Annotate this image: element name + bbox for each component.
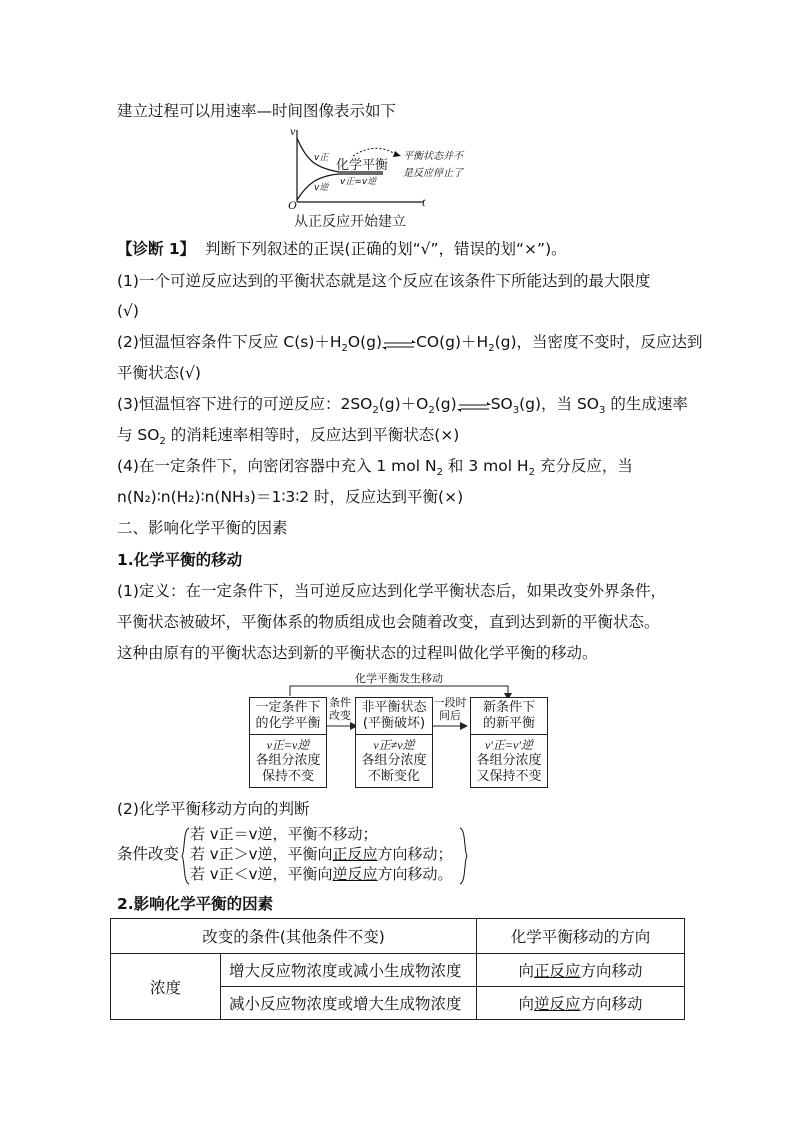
diagnosis-instruction-line bbox=[117, 238, 567, 260]
table-cell-row1-condition: 增大反应物浓度或减小生成物浓度 bbox=[221, 954, 477, 987]
box2-eq: v正≠v逆 bbox=[373, 738, 415, 752]
judge-title: (2)化学平衡移动方向的判断 bbox=[117, 800, 310, 818]
table-head-direction: 化学平衡移动的方向 bbox=[477, 919, 685, 954]
factors-title: 2.影响化学平衡的因素 bbox=[117, 895, 274, 913]
graph-v-forward-label: v正 bbox=[314, 153, 329, 163]
judge-rules bbox=[190, 824, 453, 884]
judge-rule-less bbox=[190, 864, 453, 884]
flow-arrow2-label bbox=[432, 696, 468, 722]
graph-origin-label: O bbox=[288, 198, 297, 212]
table-cell-row2-direction bbox=[477, 987, 685, 1020]
definition-line2: 平衡状态被破坏，平衡体系的物质组成也会随着改变，直到达到新的平衡状态。 bbox=[117, 613, 660, 631]
q3-line2-a: 与 SO bbox=[117, 426, 160, 444]
flow-top-label: 化学平衡发生移动 bbox=[355, 672, 443, 685]
section2-heading: 二、影响化学平衡的因素 bbox=[117, 519, 288, 537]
judge-rule-greater bbox=[190, 844, 453, 864]
flow-arrow2-label-a: 一段时 bbox=[433, 696, 467, 709]
box2-top2: (平衡破坏) bbox=[362, 716, 426, 731]
q4-text-a: (4)在一定条件下，向密闭容器中充入 1 mol N bbox=[117, 457, 437, 475]
table-head-condition: 改变的条件(其他条件不变) bbox=[111, 919, 477, 954]
graph-v-reverse-label: v逆 bbox=[314, 183, 329, 193]
definition-line1: (1)定义：在一定条件下，当可逆反应达到化学平衡状态后，如果改变外界条件， bbox=[117, 582, 666, 600]
q2-text-a: (2)恒温恒容条件下反应 C(s)＋H bbox=[117, 333, 342, 351]
graph-note-line1: 平衡状态并不 bbox=[403, 151, 463, 162]
box1-b2: 保持不变 bbox=[261, 769, 314, 784]
box2-top1: 非平衡状态 bbox=[361, 700, 427, 715]
row1-dir-a: 向 bbox=[518, 962, 534, 980]
q2-equilibrium-arrow bbox=[382, 336, 416, 350]
judge-rule-less-u: 逆反应 bbox=[332, 865, 378, 883]
box3-top1: 新条件下 bbox=[482, 700, 535, 715]
box3-b2: 又保持不变 bbox=[476, 769, 542, 784]
q4-line1: (4)在一定条件下，向密闭容器中充入 1 mol $N_2$ 和 3 mol $H_2$ 充分反应，当 bbox=[117, 457, 633, 479]
q2-text-b: O(g) bbox=[347, 333, 383, 351]
box2-b2: 不断变化 bbox=[367, 769, 420, 784]
q4-text-c: 充分反应，当 bbox=[534, 457, 633, 475]
row1-dir-u: 正反应 bbox=[533, 962, 581, 980]
box3-eq: v′正=v′逆 bbox=[484, 738, 533, 752]
flow-box-nonequilibrium bbox=[355, 697, 433, 788]
row2-dir-a: 向 bbox=[518, 995, 534, 1013]
q2-text-c: CO(g)＋H bbox=[416, 333, 489, 351]
table-row bbox=[111, 919, 685, 954]
judge-right-brace bbox=[458, 826, 468, 886]
graph-equilibrium-label: 化学平衡 bbox=[336, 158, 389, 173]
judge-condition: 条件改变 bbox=[117, 845, 180, 863]
q3-text-c: (g) bbox=[434, 395, 457, 413]
graph-equal-label: v正=v逆 bbox=[340, 177, 377, 187]
q3-text-f: 的生成速率 bbox=[605, 395, 688, 413]
box2-b1: 各组分浓度 bbox=[361, 753, 427, 768]
box1-top1: 一定条件下 bbox=[255, 700, 321, 715]
definition-line3: 这种由原有的平衡状态达到新的平衡状态的过程叫做化学平衡的移动。 bbox=[117, 644, 598, 662]
q3-equilibrium-arrow bbox=[457, 398, 491, 412]
q3-line2-b: 的消耗速率相等时，反应达到平衡状态(×) bbox=[165, 426, 460, 444]
judge-rule-greater-u: 正反应 bbox=[332, 845, 378, 863]
box1-eq: v正=v逆 bbox=[266, 738, 310, 752]
flow-arrow1-label-b: 改变 bbox=[329, 709, 351, 722]
table-cell-row1-direction bbox=[477, 954, 685, 987]
q1-line2: (√) bbox=[117, 302, 139, 320]
q2-line2: 平衡状态(√) bbox=[117, 364, 201, 382]
factors-table bbox=[110, 918, 685, 1020]
q3-text-a: (3)恒温恒容下进行的可逆反应：2SO bbox=[117, 395, 373, 413]
flow-arrow2-label-b: 间后 bbox=[439, 709, 461, 722]
box1-b1: 各组分浓度 bbox=[255, 753, 321, 768]
q3-text-e: (g)，当 SO bbox=[519, 395, 600, 413]
diagnosis-tag: 【诊断 1】 bbox=[117, 240, 196, 258]
flow-arrow1-label bbox=[325, 696, 355, 722]
intro-text: 建立过程可以用速率—时间图像表示如下 bbox=[117, 102, 397, 120]
note-arrowhead bbox=[393, 151, 401, 157]
q2-line1: (2)恒温恒容条件下反应 $C(s)+H_2O(g)$ $CO(g)+H_2(g)$，当密度不变时，反应达到 bbox=[117, 333, 703, 355]
row1-dir-b: 方向移动 bbox=[580, 962, 643, 980]
flow-box-new-equilibrium bbox=[470, 697, 548, 788]
q1-line1: (1)一个可逆反应达到的平衡状态就是这个反应在该条件下所能达到的最大限度 bbox=[117, 272, 651, 290]
q3-text-d: SO bbox=[490, 395, 513, 413]
q4-line2: n(N₂)∶n(H₂)∶n(NH₃)＝1∶3∶2 时，反应达到平衡(×) bbox=[117, 488, 464, 506]
row2-dir-u: 逆反应 bbox=[533, 995, 581, 1013]
table-row bbox=[111, 954, 685, 987]
graph-note-line2: 是反应停止了 bbox=[403, 168, 463, 179]
q3-text-b: (g)＋O bbox=[378, 395, 429, 413]
q4-text-b: 和 3 mol H bbox=[442, 457, 529, 475]
judge-rule-greater-b: 方向移动； bbox=[377, 845, 453, 863]
flow-arrow1-label-a: 条件 bbox=[329, 696, 351, 709]
box3-b1: 各组分浓度 bbox=[476, 753, 542, 768]
diagnosis-instruction: 判断下列叙述的正误(正确的划“√”，错误的划“×”)。 bbox=[205, 240, 567, 258]
graph-caption: 从正反应开始建立 bbox=[294, 214, 406, 230]
table-row-label: 浓度 bbox=[111, 954, 221, 1020]
section2-sub1: 1.化学平衡的移动 bbox=[117, 551, 243, 569]
table-cell-row2-condition: 减小反应物浓度或增大生成物浓度 bbox=[221, 987, 477, 1020]
row2-dir-b: 方向移动 bbox=[580, 995, 643, 1013]
graph-t-label: t bbox=[422, 195, 426, 209]
judge-rule-equal: 若 v正＝v逆，平衡不移动； bbox=[190, 825, 378, 843]
judge-rule-less-a: 若 v正＜v逆，平衡向 bbox=[190, 865, 333, 883]
q3-line1: (3)恒温恒容下进行的可逆反应：$2SO_2(g)+O_2(g)$ $SO_3(g)$，当 $SO_3$ 的生成速率 bbox=[117, 395, 688, 417]
box1-top2: 的化学平衡 bbox=[255, 716, 321, 731]
box3-top2: 的新平衡 bbox=[482, 716, 535, 731]
judge-rule-greater-a: 若 v正＞v逆，平衡向 bbox=[190, 845, 333, 863]
graph-v-label: v bbox=[290, 124, 296, 138]
q2-text-d: (g)，当密度不变时，反应达到 bbox=[494, 333, 703, 351]
judge-rule-less-b: 方向移动。 bbox=[377, 865, 453, 883]
flow-box-initial bbox=[249, 697, 327, 788]
q3-line2: 与 $SO_2$ 的消耗速率相等时，反应达到平衡状态(×) bbox=[117, 426, 460, 448]
